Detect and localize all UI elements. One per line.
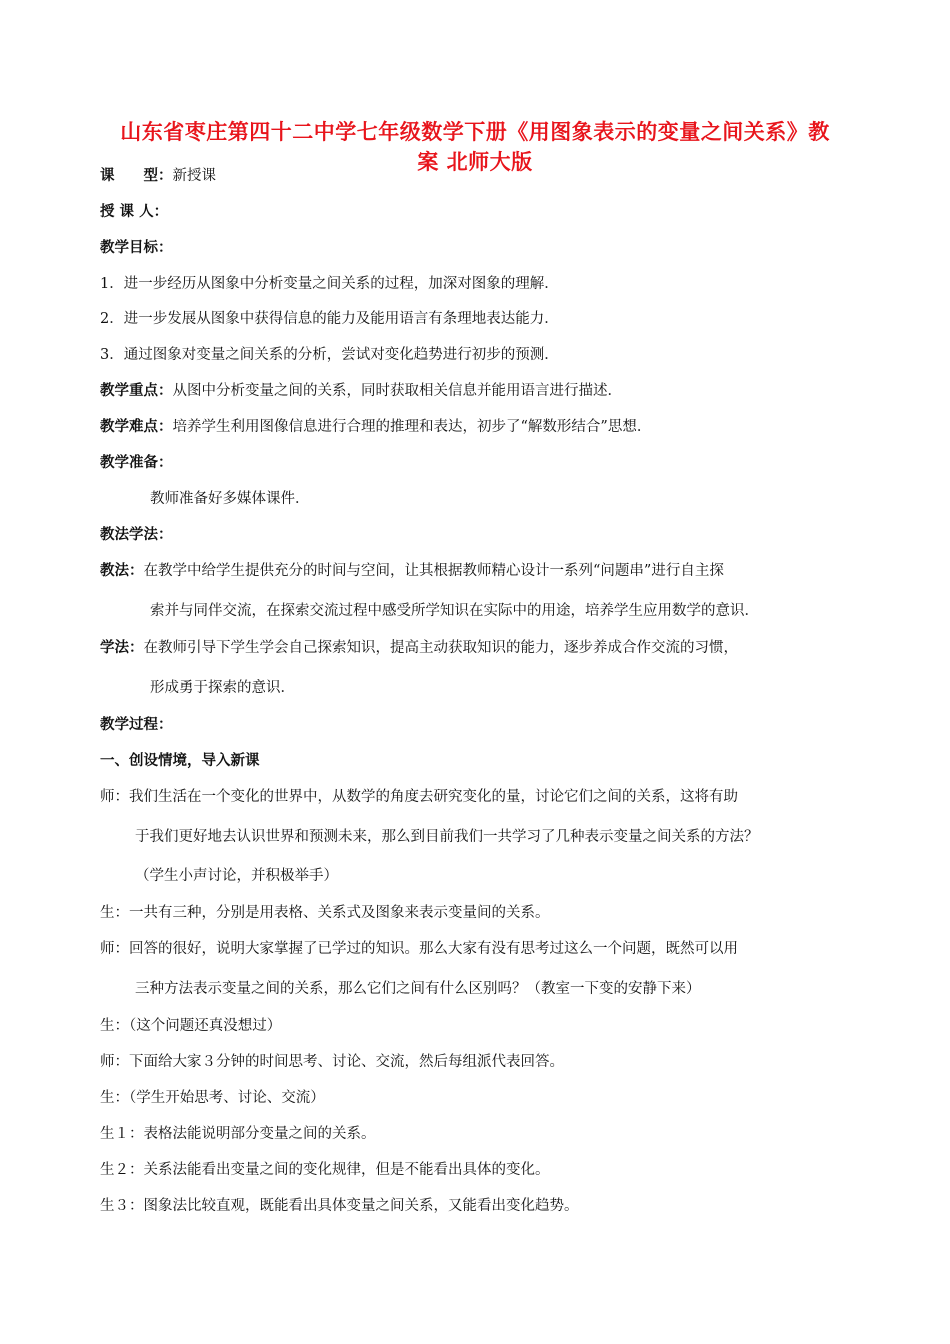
methods-label: 教法学法： xyxy=(100,527,173,543)
difficulties-text: 培养学生利用图像信息进行合理的推理和表达，初步了“解数形结合”思想． xyxy=(172,419,652,435)
preparation-label: 教学准备： xyxy=(100,455,173,471)
goal-item-2: 2．进一步发展从图象中获得信息的能力及能用语言有条理地表达能力． xyxy=(100,311,559,327)
dialogue-line: 生：（这个问题还真没想过） xyxy=(100,1018,282,1034)
teaching-method-line-2: 索并与同伴交流，在探索交流过程中感受所学知识在实际中的用途，培养学生应用数学的意识． xyxy=(150,603,759,619)
key-points-row xyxy=(100,381,622,401)
section-1-heading: 一、创设情境，导入新课 xyxy=(100,753,260,769)
lesson-type-value: 新授课 xyxy=(172,168,216,184)
learning-method-line-2: 形成勇于探索的意识． xyxy=(150,680,295,696)
document-title-line-1: 山东省枣庄第四十二中学七年级数学下册《用图象表示的变量之间关系》教 xyxy=(120,120,830,144)
learning-method-row xyxy=(100,638,738,658)
key-points-text: 从图中分析变量之间的关系，同时获取相关信息并能用语言进行描述． xyxy=(172,383,622,399)
teaching-method-line-1: 在教学中给学生提供充分的时间与空间，让其根据教师精心设计一系列“问题串”进行自主探 xyxy=(143,563,724,579)
difficulties-row xyxy=(100,417,651,437)
teaching-method-row xyxy=(100,561,724,581)
lesson-type-row xyxy=(100,166,216,186)
document-title-line-2: 案 北师大版 xyxy=(417,150,533,174)
dialogue-line: 生１：表格法能说明部分变量之间的关系。 xyxy=(100,1126,376,1142)
goal-item-3: 3．通过图象对变量之间关系的分析，尝试对变化趋势进行初步的预测． xyxy=(100,347,559,363)
teaching-method-label: 教法： xyxy=(100,563,144,579)
preparation-text: 教师准备好多媒体课件． xyxy=(150,491,310,507)
key-points-label: 教学重点： xyxy=(100,383,173,399)
dialogue-line: 生３：图象法比较直观，既能看出具体变量之间关系，又能看出变化趋势。 xyxy=(100,1198,579,1214)
dialogue-line: 生：（学生开始思考、讨论、交流） xyxy=(100,1090,325,1106)
learning-method-line-1: 在教师引导下学生学会自己探索知识，提高主动获取知识的能力，逐步养成合作交流的习惯， xyxy=(143,640,738,656)
difficulties-label: 教学难点： xyxy=(100,419,173,435)
goal-item-1: 1．进一步经历从图象中分析变量之间关系的过程，加深对图象的理解． xyxy=(100,276,559,292)
dialogue-line: 师：下面给大家３分钟的时间思考、讨论、交流，然后每组派代表回答。 xyxy=(100,1054,564,1070)
dialogue-line: 生：一共有三种，分别是用表格、关系式及图象来表示变量间的关系。 xyxy=(100,905,550,921)
learning-method-label: 学法： xyxy=(100,640,144,656)
goals-label: 教学目标： xyxy=(100,240,173,256)
dialogue-line: 师：我们生活在一个变化的世界中，从数学的角度去研究变化的量，讨论它们之间的关系，这将有助 xyxy=(100,789,738,805)
teacher-label: 授 课 人： xyxy=(100,204,169,220)
dialogue-line: 师：回答的很好，说明大家掌握了已学过的知识。那么大家有没有思考过这么一个问题，既然可以用 xyxy=(100,941,738,957)
dialogue-line: 三种方法表示变量之间的关系，那么它们之间有什么区别吗？（教室一下变的安静下来） xyxy=(135,981,701,997)
dialogue-line: 生２：关系法能看出变量之间的变化规律，但是不能看出具体的变化。 xyxy=(100,1162,550,1178)
dialogue-line: （学生小声讨论，并积极举手） xyxy=(135,868,338,884)
lesson-type-label: 课 型： xyxy=(100,168,173,184)
process-label: 教学过程： xyxy=(100,717,173,733)
dialogue-line: 于我们更好地去认识世界和预测未来，那么到目前我们一共学习了几种表示变量之间关系的方法？ xyxy=(135,829,759,845)
